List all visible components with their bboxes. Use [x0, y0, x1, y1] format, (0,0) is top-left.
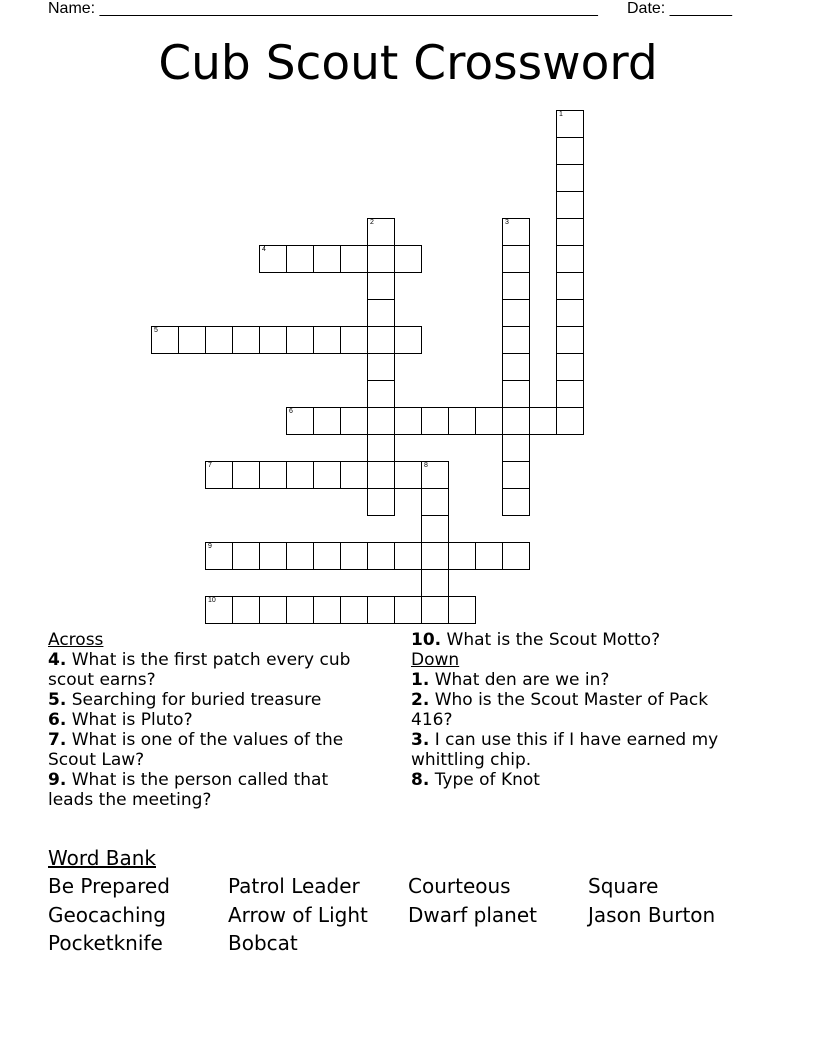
word-bank-item: Bobcat [228, 931, 298, 955]
clue-number: 4. [48, 650, 67, 670]
clue-number: 5. [48, 690, 67, 710]
grid-cell[interactable] [475, 542, 503, 570]
clue-item [411, 670, 741, 690]
word-bank-item: Patrol Leader [228, 874, 360, 898]
clue-number: 6. [48, 710, 67, 730]
grid-cell[interactable] [367, 353, 395, 381]
grid-cell[interactable] [259, 461, 287, 489]
word-bank-item: Be Prepared [48, 874, 170, 898]
grid-cell[interactable] [232, 596, 260, 624]
clue-item [411, 690, 741, 730]
across-continued-list [411, 630, 741, 650]
down-clues [411, 630, 741, 790]
grid-cell[interactable] [286, 407, 314, 435]
grid-cell[interactable] [232, 461, 260, 489]
across-clues [48, 630, 378, 810]
clue-number: 1 [559, 111, 563, 118]
clue-text: What is the Scout Motto? [441, 630, 661, 650]
grid-cell[interactable] [556, 272, 584, 300]
word-bank-item: Geocaching [48, 902, 166, 927]
clue-number: 4 [262, 246, 266, 253]
page-title: Cub Scout Crossword [158, 36, 658, 91]
word-bank-title: Word Bank [48, 846, 156, 870]
grid-cell[interactable] [205, 461, 233, 489]
grid-cell[interactable] [502, 272, 530, 300]
grid-cell[interactable] [529, 407, 557, 435]
grid-cell[interactable] [313, 596, 341, 624]
grid-cell[interactable] [556, 110, 584, 138]
grid-cell[interactable] [313, 245, 341, 273]
grid-cell[interactable] [367, 299, 395, 327]
grid-cell[interactable] [394, 407, 422, 435]
grid-cell[interactable] [205, 596, 233, 624]
grid-cell[interactable] [448, 407, 476, 435]
grid-cell[interactable] [502, 407, 530, 435]
grid-cell[interactable] [205, 326, 233, 354]
grid-cell[interactable] [394, 542, 422, 570]
clue-number: 8. [411, 770, 430, 790]
word-bank-item: Dwarf planet [408, 902, 537, 927]
grid-cell[interactable] [556, 164, 584, 192]
grid-cell[interactable] [286, 596, 314, 624]
clue-number: 7 [208, 462, 212, 469]
grid-cell[interactable] [340, 461, 368, 489]
grid-cell[interactable] [556, 353, 584, 381]
grid-cell[interactable] [502, 461, 530, 489]
grid-cell[interactable] [259, 596, 287, 624]
clue-item [48, 710, 378, 730]
clue-text: What is the person called that leads the meeting? [48, 770, 329, 810]
grid-cell[interactable] [448, 596, 476, 624]
grid-cell[interactable] [313, 407, 341, 435]
clue-number: 10. [411, 630, 442, 650]
grid-cell[interactable] [340, 326, 368, 354]
grid-cell[interactable] [178, 326, 206, 354]
header [0, 0, 816, 20]
grid-cell[interactable] [286, 461, 314, 489]
grid-cell[interactable] [313, 542, 341, 570]
grid-cell[interactable] [340, 542, 368, 570]
grid-cell[interactable] [367, 596, 395, 624]
clue-number: 8 [424, 462, 428, 469]
grid-cell[interactable] [421, 488, 449, 516]
word-bank-item: Jason Burton [588, 902, 716, 927]
grid-cell[interactable] [556, 407, 584, 435]
grid-cell[interactable] [502, 245, 530, 273]
grid-cell[interactable] [556, 326, 584, 354]
name-field[interactable]: Name: ________________________________________________________ [48, 0, 598, 17]
grid-cell[interactable] [259, 245, 287, 273]
grid-cell[interactable] [367, 218, 395, 246]
grid-cell[interactable] [502, 542, 530, 570]
clue-number: 1. [411, 670, 430, 690]
grid-cell[interactable] [286, 245, 314, 273]
grid-cell[interactable] [367, 542, 395, 570]
grid-cell[interactable] [502, 353, 530, 381]
across-list [48, 650, 378, 810]
word-bank [48, 846, 768, 958]
clue-text: Who is the Scout Master of Pack 416? [411, 690, 709, 730]
grid-cell[interactable] [340, 407, 368, 435]
grid-cell[interactable] [367, 434, 395, 462]
clue-text: Type of Knot [429, 770, 540, 790]
clue-text: What is one of the values of the Scout Law? [48, 730, 344, 770]
grid-cell[interactable] [421, 542, 449, 570]
clue-item [48, 730, 378, 770]
grid-cell[interactable] [421, 596, 449, 624]
grid-cell[interactable] [286, 542, 314, 570]
clue-number: 3 [505, 219, 509, 226]
grid-cell[interactable] [232, 326, 260, 354]
grid-cell[interactable] [556, 380, 584, 408]
grid-cell[interactable] [367, 326, 395, 354]
clue-text: What den are we in? [429, 670, 610, 690]
grid-cell[interactable] [556, 191, 584, 219]
word-bank-item: Courteous [408, 874, 511, 898]
grid-cell[interactable] [556, 299, 584, 327]
grid-cell[interactable] [421, 407, 449, 435]
date-field[interactable]: Date: _______ [627, 0, 732, 17]
grid-cell[interactable] [232, 542, 260, 570]
grid-cell[interactable] [313, 461, 341, 489]
clue-item [411, 630, 741, 650]
word-bank-item: Square [588, 874, 659, 898]
clue-item [411, 730, 741, 770]
word-bank-item: Pocketknife [48, 931, 163, 955]
grid-cell[interactable] [394, 326, 422, 354]
grid-cell[interactable] [502, 299, 530, 327]
clue-number: 6 [289, 408, 293, 415]
clue-number: 9 [208, 543, 212, 550]
clue-number: 10 [208, 597, 216, 604]
grid-cell[interactable] [502, 434, 530, 462]
grid-cell[interactable] [259, 326, 287, 354]
grid-cell[interactable] [367, 245, 395, 273]
across-heading: Across [48, 630, 104, 650]
grid-cell[interactable] [367, 380, 395, 408]
grid-cell[interactable] [151, 326, 179, 354]
grid-cell[interactable] [556, 137, 584, 165]
grid-cell[interactable] [340, 245, 368, 273]
grid-cell[interactable] [556, 245, 584, 273]
grid-cell[interactable] [367, 407, 395, 435]
grid-cell[interactable] [367, 461, 395, 489]
clue-item [48, 690, 378, 710]
grid-cell[interactable] [502, 488, 530, 516]
clue-number: 7. [48, 730, 67, 750]
grid-cell[interactable] [367, 272, 395, 300]
down-heading: Down [411, 650, 460, 670]
word-bank-item: Arrow of Light [228, 902, 368, 927]
word-bank-list [48, 872, 768, 958]
clue-number: 2. [411, 690, 430, 710]
grid-cell[interactable] [394, 461, 422, 489]
grid-cell[interactable] [421, 515, 449, 543]
clue-number: 3. [411, 730, 430, 750]
grid-cell[interactable] [556, 218, 584, 246]
grid-cell[interactable] [394, 245, 422, 273]
grid-cell[interactable] [502, 326, 530, 354]
down-list [411, 670, 741, 790]
grid-cell[interactable] [475, 407, 503, 435]
clue-item [48, 650, 378, 690]
grid-cell[interactable] [394, 596, 422, 624]
grid-cell[interactable] [502, 218, 530, 246]
clue-item [411, 770, 741, 790]
clue-text: What is Pluto? [66, 710, 193, 730]
clue-text: What is the first patch every cub scout earns? [48, 650, 351, 690]
clue-item [48, 770, 378, 810]
grid-cell[interactable] [259, 542, 287, 570]
grid-cell[interactable] [448, 542, 476, 570]
grid-cell[interactable] [421, 569, 449, 597]
clue-number: 5 [154, 327, 158, 334]
grid-cell[interactable] [421, 461, 449, 489]
clue-number: 9. [48, 770, 67, 790]
grid-cell[interactable] [367, 488, 395, 516]
grid-cell[interactable] [313, 326, 341, 354]
grid-cell[interactable] [340, 596, 368, 624]
clue-number: 2 [370, 219, 374, 226]
grid-cell[interactable] [502, 380, 530, 408]
clue-text: I can use this if I have earned my whittling chip. [411, 730, 719, 770]
clue-text: Searching for buried treasure [66, 690, 322, 710]
grid-cell[interactable] [205, 542, 233, 570]
grid-cell[interactable] [286, 326, 314, 354]
